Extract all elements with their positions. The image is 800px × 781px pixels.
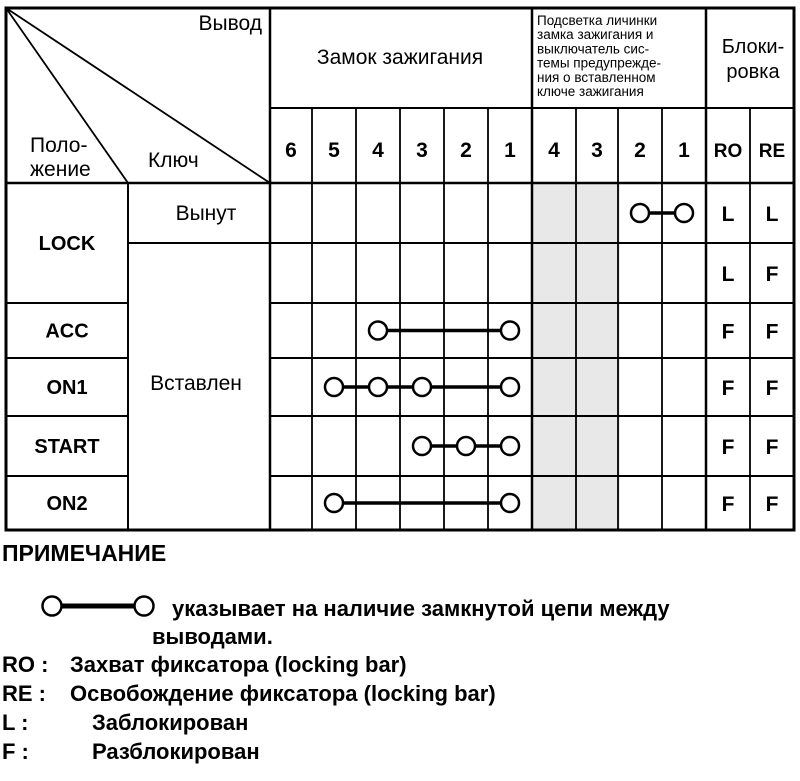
- re-value: F: [765, 263, 779, 286]
- position-acc: ACC: [45, 320, 89, 343]
- terminal-node: [369, 378, 387, 396]
- column-header-6: 6: [285, 139, 297, 162]
- column-header-1: 1: [678, 139, 690, 162]
- re-value: L: [765, 203, 779, 226]
- ro-value: F: [721, 320, 735, 344]
- ro-value: F: [721, 493, 735, 516]
- light-header-line: Подсветка личинки: [537, 13, 658, 28]
- terminal-node: [457, 437, 475, 455]
- position-start: START: [34, 436, 100, 458]
- terminal-node: [631, 204, 649, 222]
- table-labels: [30, 12, 784, 395]
- terminal-node: [501, 494, 519, 512]
- ro-value: F: [721, 436, 735, 459]
- ignition-switch-header: Замок зажигания: [316, 46, 484, 69]
- terminal-column-headers: [285, 139, 785, 162]
- definition-text: Захват фиксатора (locking bar): [70, 652, 407, 677]
- definition-text: Освобождение фиксатора (locking bar): [70, 681, 496, 706]
- key-inserted-label: Вставлен: [150, 372, 242, 395]
- key-removed-label: Вынут: [175, 202, 237, 225]
- light-header-line: ключе зажигания: [537, 84, 644, 99]
- definition-key: RE :: [2, 681, 46, 706]
- terminal-node: [413, 378, 431, 396]
- light-header-line: замка зажигания и: [537, 27, 654, 43]
- definition-key: L :: [2, 710, 29, 735]
- corner-vyvod-label: Вывод: [198, 12, 262, 35]
- ro-value: L: [721, 203, 735, 226]
- position-on2: ON2: [46, 493, 88, 515]
- column-header-RE: RE: [758, 141, 786, 162]
- terminal-node: [501, 378, 519, 396]
- definition-key: RO :: [2, 652, 49, 677]
- note-title: ПРИМЕЧАНИЕ: [2, 540, 167, 566]
- light-warning-header: [537, 13, 661, 99]
- legend-text-line-1: указывает на наличие замкнутой цепи между: [172, 596, 670, 621]
- column-header-5: 5: [328, 139, 340, 162]
- definition-text: Заблокирован: [92, 710, 249, 735]
- circuit-link-legend-icon: [40, 594, 160, 620]
- light-header-line: ния о вставленном: [537, 69, 656, 85]
- terminal-node: [501, 322, 519, 340]
- corner-klyuch-label: Ключ: [148, 149, 199, 172]
- re-value: F: [765, 436, 779, 459]
- re-value: F: [765, 320, 779, 344]
- re-value: F: [765, 377, 779, 400]
- re-value: F: [765, 493, 779, 516]
- terminal-node: [501, 437, 519, 455]
- light-header-line: темы предупрежде-: [537, 55, 662, 71]
- column-header-3: 3: [416, 139, 428, 162]
- ro-value: L: [721, 263, 735, 286]
- terminal-node: [675, 204, 693, 222]
- column-header-RO: RO: [713, 141, 743, 162]
- ro-value: F: [721, 377, 735, 400]
- table-grid: [6, 8, 794, 530]
- position-on1: ON1: [46, 377, 88, 399]
- lock-header-line-2: ровка: [726, 61, 780, 83]
- column-header-4: 4: [548, 139, 560, 162]
- light-header-line: выключатель сис-: [537, 41, 650, 57]
- terminal-node: [325, 378, 343, 396]
- definition-key: F :: [2, 739, 29, 764]
- column-header-2: 2: [460, 139, 472, 162]
- legend-text-line-2: выводами.: [152, 624, 273, 649]
- column-header-2: 2: [634, 139, 646, 162]
- corner-polo-label: Поло-: [30, 134, 88, 157]
- column-header-4: 4: [372, 139, 384, 162]
- terminal-node: [413, 437, 431, 455]
- corner-zhenie-label: жение: [30, 158, 91, 181]
- position-labels: [34, 233, 99, 515]
- position-lock: LOCK: [38, 233, 96, 255]
- lock-header-line-1: Блоки-: [721, 36, 785, 58]
- definition-text: Разблокирован: [92, 739, 260, 764]
- column-header-3: 3: [591, 139, 603, 162]
- terminal-node: [325, 494, 343, 512]
- terminal-node: [369, 322, 387, 340]
- column-header-1: 1: [504, 139, 516, 162]
